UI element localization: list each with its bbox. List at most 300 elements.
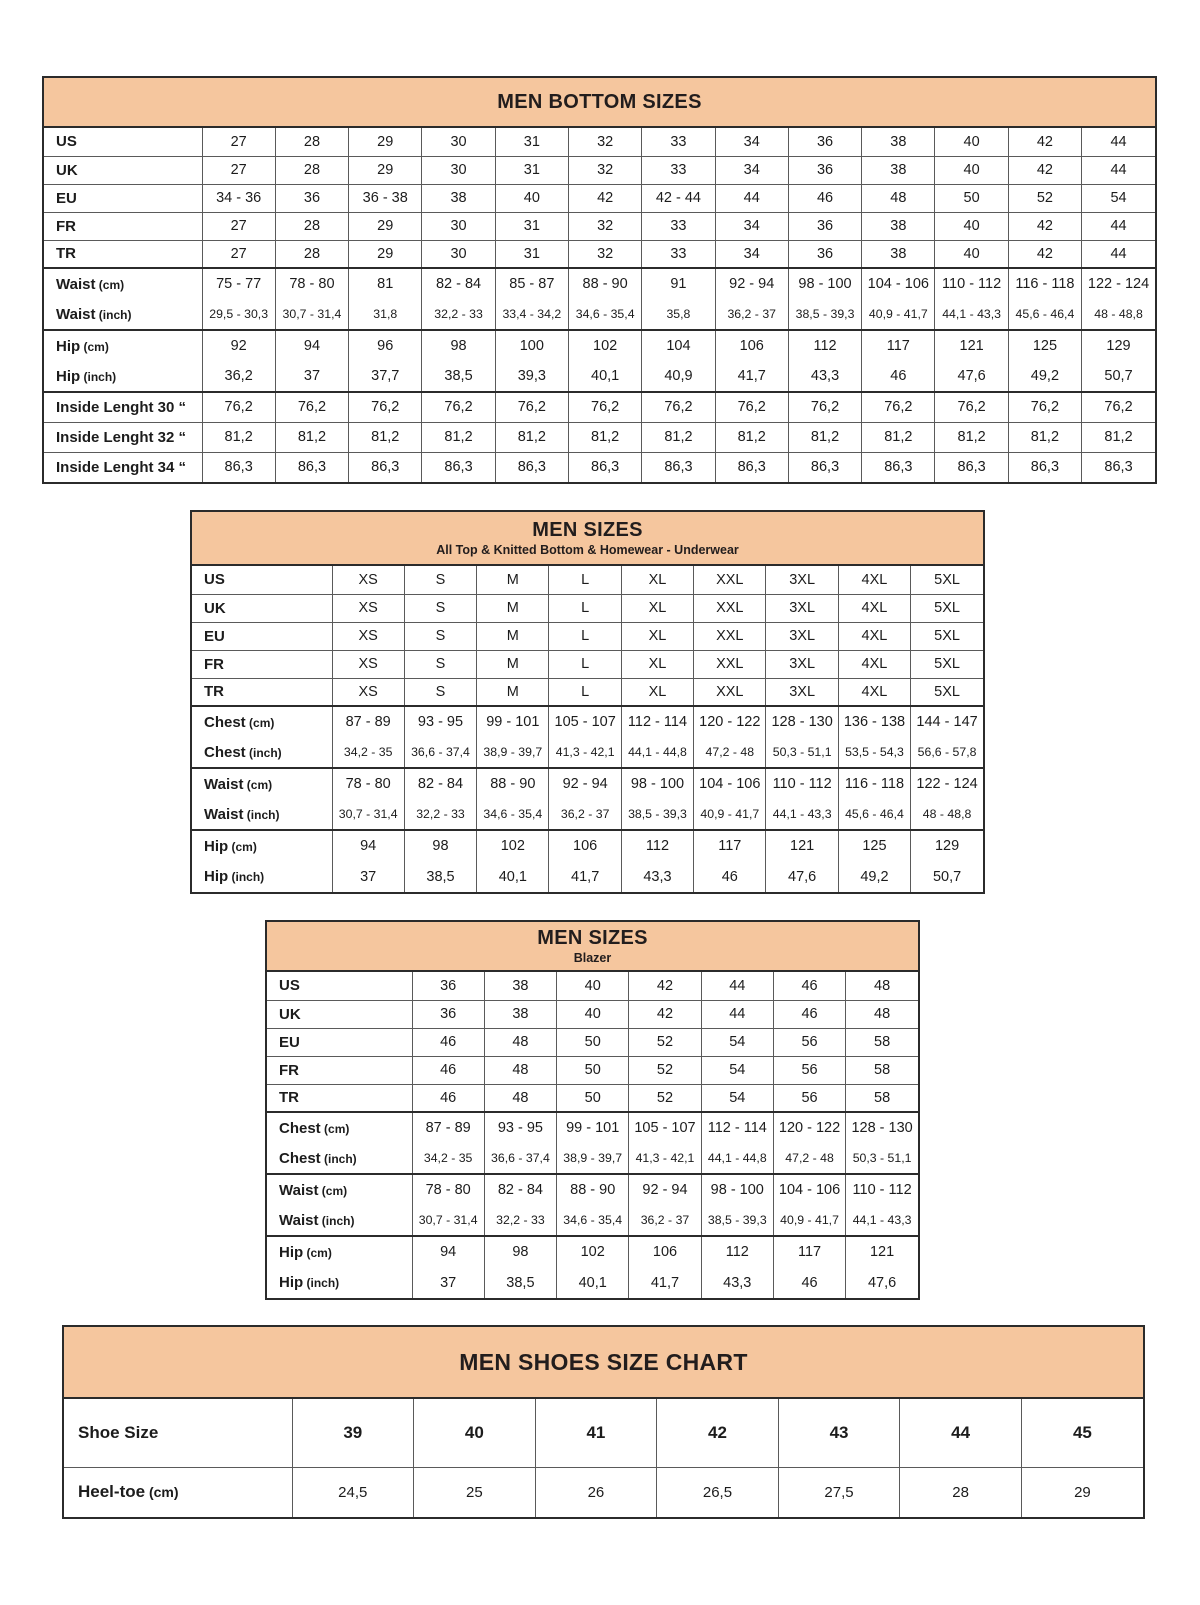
size-cell: 98 — [484, 1236, 556, 1267]
table-row — [44, 212, 1155, 240]
row-label: Hip (cm) — [44, 330, 202, 361]
size-cell: 44,1 - 43,3 — [846, 1205, 918, 1236]
size-cell: 36,6 - 37,4 — [484, 1143, 556, 1174]
men-shoes-size-chart-table — [62, 1325, 1145, 1519]
row-label: FR — [44, 212, 202, 240]
size-cell: 3XL — [766, 650, 838, 678]
size-cell: 32 — [568, 212, 641, 240]
size-cell: 105 - 107 — [549, 706, 621, 737]
size-cell: 47,6 — [846, 1267, 918, 1298]
size-cell: 50,3 - 51,1 — [846, 1143, 918, 1174]
size-cell: 48 - 48,8 — [1082, 299, 1155, 330]
size-cell: 82 - 84 — [484, 1174, 556, 1205]
size-cell: 94 — [332, 830, 404, 861]
size-cell: S — [404, 678, 476, 706]
size-cell: 48 — [862, 184, 935, 212]
size-cell: 38,9 - 39,7 — [557, 1143, 629, 1174]
size-cell: 42 — [629, 972, 701, 1000]
size-grid — [44, 128, 1155, 482]
size-cell: 30 — [422, 128, 495, 156]
row-label: Hip (cm) — [192, 830, 332, 861]
size-cell: 44,1 - 44,8 — [621, 737, 693, 768]
size-cell: 34,6 - 35,4 — [477, 799, 549, 830]
size-cell: 33 — [642, 240, 715, 268]
size-cell: 112 - 114 — [621, 706, 693, 737]
size-cell: 86,3 — [1082, 452, 1155, 482]
size-cell: 3XL — [766, 566, 838, 594]
size-cell: 122 - 124 — [911, 768, 983, 799]
size-cell: 112 — [621, 830, 693, 861]
size-cell: 38,5 - 39,3 — [701, 1205, 773, 1236]
size-cell: 32 — [568, 156, 641, 184]
size-cell: 102 — [568, 330, 641, 361]
size-cell: 128 - 130 — [766, 706, 838, 737]
size-cell: 32,2 - 33 — [422, 299, 495, 330]
size-cell: 125 — [838, 830, 910, 861]
size-cell: 47,6 — [766, 861, 838, 892]
row-label: Hip (inch) — [56, 367, 117, 385]
size-cell: 87 - 89 — [332, 706, 404, 737]
size-cell: 81,2 — [275, 422, 348, 452]
row-label: UK — [44, 156, 202, 184]
size-cell: 92 - 94 — [629, 1174, 701, 1205]
size-cell: 98 - 100 — [621, 768, 693, 799]
row-label: Heel-toe (cm) — [64, 1467, 292, 1517]
table-row — [192, 706, 983, 737]
size-cell: XS — [332, 678, 404, 706]
men-sizes-blazer-table — [265, 920, 920, 1300]
size-cell: 78 - 80 — [332, 768, 404, 799]
size-cell: 112 - 114 — [701, 1112, 773, 1143]
size-cell: 34 — [715, 212, 788, 240]
size-cell: 120 - 122 — [773, 1112, 845, 1143]
size-cell: 38,5 — [422, 361, 495, 392]
size-cell: 46 — [412, 1056, 484, 1084]
size-cell: 3XL — [766, 622, 838, 650]
table-row — [44, 392, 1155, 422]
size-cell: 45 — [1021, 1399, 1143, 1467]
size-cell: 50 — [557, 1056, 629, 1084]
size-cell: 106 — [715, 330, 788, 361]
size-cell: 94 — [412, 1236, 484, 1267]
row-label: Hip (cm) — [267, 1236, 412, 1267]
table-subtitle: Blazer — [573, 951, 612, 965]
size-cell: 58 — [846, 1056, 918, 1084]
size-cell: 42 — [657, 1399, 779, 1467]
size-cell: 32,2 - 33 — [404, 799, 476, 830]
size-cell: 28 — [900, 1467, 1022, 1517]
row-label: US — [204, 571, 225, 589]
size-cell: 36,2 - 37 — [715, 299, 788, 330]
size-cell: 86,3 — [715, 452, 788, 482]
size-cell: 40 — [935, 212, 1008, 240]
size-cell: 38,5 - 39,3 — [788, 299, 861, 330]
row-label: EU — [192, 622, 332, 650]
size-cell: 86,3 — [642, 452, 715, 482]
size-cell: 86,3 — [935, 452, 1008, 482]
table-row — [192, 650, 983, 678]
table-row — [267, 1084, 918, 1112]
size-cell: 136 - 138 — [838, 706, 910, 737]
size-cell: 50,3 - 51,1 — [766, 737, 838, 768]
size-cell: 42 — [1008, 240, 1081, 268]
size-cell: 3XL — [766, 594, 838, 622]
size-cell: 110 - 112 — [935, 268, 1008, 299]
size-cell: 78 - 80 — [412, 1174, 484, 1205]
size-cell: 28 — [275, 240, 348, 268]
size-cell: 40 — [935, 156, 1008, 184]
size-cell: 26,5 — [657, 1467, 779, 1517]
size-cell: 44,1 - 43,3 — [935, 299, 1008, 330]
size-cell: 29 — [349, 156, 422, 184]
table-title: MEN SIZES — [537, 927, 648, 949]
size-cell: 121 — [846, 1236, 918, 1267]
table-row — [44, 422, 1155, 452]
size-cell: 36 — [788, 240, 861, 268]
size-cell: 75 - 77 — [202, 268, 275, 299]
row-label: Waist (cm) — [267, 1174, 412, 1205]
size-cell: 40,1 — [557, 1267, 629, 1298]
row-label: Inside Lenght 34 “ — [44, 452, 202, 482]
size-cell: 116 - 118 — [838, 768, 910, 799]
size-cell: 54 — [701, 1056, 773, 1084]
size-cell: 76,2 — [349, 392, 422, 422]
size-cell: 31,8 — [349, 299, 422, 330]
size-cell: 29 — [349, 240, 422, 268]
size-cell: 106 — [549, 830, 621, 861]
size-cell: M — [477, 650, 549, 678]
size-cell: 54 — [1082, 184, 1155, 212]
size-cell: 38 — [862, 240, 935, 268]
row-label: Hip (inch) — [279, 1274, 340, 1291]
size-cell: 40 — [495, 184, 568, 212]
size-cell: 41,7 — [549, 861, 621, 892]
size-cell: 116 - 118 — [1008, 268, 1081, 299]
size-cell: 46 — [862, 361, 935, 392]
size-cell: 31 — [495, 156, 568, 184]
size-cell: 40,9 - 41,7 — [773, 1205, 845, 1236]
size-cell: L — [549, 622, 621, 650]
size-cell: 93 - 95 — [484, 1112, 556, 1143]
size-cell: 46 — [412, 1028, 484, 1056]
size-cell: 46 — [773, 972, 845, 1000]
size-cell: 44,1 - 43,3 — [766, 799, 838, 830]
size-cell: XS — [332, 566, 404, 594]
size-cell: 52 — [629, 1028, 701, 1056]
size-cell: 38 — [862, 212, 935, 240]
size-cell: 42 — [568, 184, 641, 212]
size-cell: 92 — [202, 330, 275, 361]
table-row — [192, 799, 983, 830]
size-cell: 44 — [1082, 240, 1155, 268]
size-cell: 81,2 — [862, 422, 935, 452]
size-cell: 29 — [349, 212, 422, 240]
size-cell: 86,3 — [202, 452, 275, 482]
size-cell: 50,7 — [1082, 361, 1155, 392]
size-cell: 98 - 100 — [788, 268, 861, 299]
row-label: Chest (cm) — [192, 706, 332, 737]
size-cell: 50 — [557, 1084, 629, 1112]
size-cell: 36,2 - 37 — [629, 1205, 701, 1236]
size-cell: 27 — [202, 128, 275, 156]
size-cell: 29,5 - 30,3 — [202, 299, 275, 330]
size-cell: 81,2 — [202, 422, 275, 452]
size-cell: 39 — [292, 1399, 414, 1467]
size-cell: 99 - 101 — [557, 1112, 629, 1143]
size-cell: 41,3 - 42,1 — [549, 737, 621, 768]
size-cell: 41 — [535, 1399, 657, 1467]
size-cell: 29 — [349, 128, 422, 156]
size-cell: 4XL — [838, 594, 910, 622]
size-cell: XL — [621, 650, 693, 678]
size-cell: 44 — [1082, 128, 1155, 156]
size-cell: 86,3 — [1008, 452, 1081, 482]
size-cell: 56 — [773, 1084, 845, 1112]
size-cell: 81,2 — [568, 422, 641, 452]
size-cell: 43,3 — [788, 361, 861, 392]
table-row — [192, 622, 983, 650]
size-cell: 39,3 — [495, 361, 568, 392]
size-cell: 50 — [557, 1028, 629, 1056]
size-cell: 37 — [332, 861, 404, 892]
size-cell: 49,2 — [1008, 361, 1081, 392]
size-cell: 48 — [846, 972, 918, 1000]
size-cell: 98 — [404, 830, 476, 861]
size-cell: XL — [621, 622, 693, 650]
size-cell: 86,3 — [349, 452, 422, 482]
size-cell: 46 — [788, 184, 861, 212]
size-cell: 104 - 106 — [694, 768, 766, 799]
row-label: Waist (inch) — [204, 805, 280, 823]
size-cell: 76,2 — [935, 392, 1008, 422]
size-cell: 81,2 — [1008, 422, 1081, 452]
size-cell: 47,2 - 48 — [773, 1143, 845, 1174]
size-cell: 38 — [862, 128, 935, 156]
size-cell: 27 — [202, 240, 275, 268]
size-cell: 92 - 94 — [549, 768, 621, 799]
size-cell: 41,3 - 42,1 — [629, 1143, 701, 1174]
size-cell: 5XL — [911, 594, 983, 622]
size-cell: 27 — [202, 156, 275, 184]
men-bottom-sizes-table — [42, 76, 1157, 484]
size-cell: L — [549, 678, 621, 706]
size-cell: 30,7 - 31,4 — [332, 799, 404, 830]
size-cell: 76,2 — [422, 392, 495, 422]
size-cell: 36 — [275, 184, 348, 212]
size-cell: 36 — [788, 212, 861, 240]
size-cell: 48 — [484, 1084, 556, 1112]
row-label: Chest (inch) — [279, 1149, 357, 1167]
size-cell: S — [404, 594, 476, 622]
table-row — [192, 566, 983, 594]
size-cell: 36,6 - 37,4 — [404, 737, 476, 768]
size-cell: 50 — [935, 184, 1008, 212]
size-cell: 88 - 90 — [568, 268, 641, 299]
size-cell: 76,2 — [788, 392, 861, 422]
table-subtitle: All Top & Knitted Bottom & Homewear - Underwear — [436, 543, 739, 557]
size-cell: 35,8 — [642, 299, 715, 330]
size-cell: 54 — [701, 1084, 773, 1112]
table-row — [44, 184, 1155, 212]
size-cell: 33,4 - 34,2 — [495, 299, 568, 330]
size-cell: 38 — [484, 972, 556, 1000]
size-cell: XL — [621, 594, 693, 622]
size-grid — [192, 566, 983, 892]
size-cell: 86,3 — [422, 452, 495, 482]
size-cell: 94 — [275, 330, 348, 361]
size-cell: 85 - 87 — [495, 268, 568, 299]
size-cell: XXL — [694, 594, 766, 622]
size-cell: 33 — [642, 212, 715, 240]
size-cell: 46 — [773, 1267, 845, 1298]
table-row — [192, 594, 983, 622]
size-cell: 29 — [1021, 1467, 1143, 1517]
row-label: Hip (inch) — [204, 868, 265, 885]
row-label: UK — [267, 1000, 412, 1028]
table-row — [267, 972, 918, 1000]
size-cell: 81,2 — [642, 422, 715, 452]
size-cell: XXL — [694, 678, 766, 706]
table-row — [267, 1267, 918, 1298]
table-row — [192, 830, 983, 861]
size-cell: M — [477, 678, 549, 706]
size-cell: 30 — [422, 212, 495, 240]
size-cell: 42 — [1008, 128, 1081, 156]
size-cell: 81,2 — [495, 422, 568, 452]
size-cell: 49,2 — [838, 861, 910, 892]
size-cell: 36,2 — [202, 361, 275, 392]
size-cell: 86,3 — [862, 452, 935, 482]
size-cell: 31 — [495, 240, 568, 268]
size-cell: 42 — [1008, 212, 1081, 240]
size-cell: 34 — [715, 156, 788, 184]
table-row — [192, 861, 983, 892]
table-row — [192, 678, 983, 706]
size-cell: 36 - 38 — [349, 184, 422, 212]
size-cell: 81,2 — [788, 422, 861, 452]
size-cell: 106 — [629, 1236, 701, 1267]
row-label: Inside Lenght 32 “ — [44, 422, 202, 452]
size-cell: 5XL — [911, 678, 983, 706]
size-cell: 44 — [1082, 156, 1155, 184]
size-cell: 144 - 147 — [911, 706, 983, 737]
row-label: Waist (cm) — [44, 268, 202, 299]
table-row — [44, 128, 1155, 156]
table-header — [44, 78, 1155, 128]
table-row — [267, 1028, 918, 1056]
size-cell: 34 - 36 — [202, 184, 275, 212]
size-cell: 110 - 112 — [766, 768, 838, 799]
size-cell: 86,3 — [495, 452, 568, 482]
size-cell: 40,1 — [568, 361, 641, 392]
size-cell: 98 — [422, 330, 495, 361]
size-cell: 45,6 - 46,4 — [838, 799, 910, 830]
size-cell: 100 — [495, 330, 568, 361]
size-cell: 40,9 — [642, 361, 715, 392]
size-cell: 48 — [484, 1056, 556, 1084]
size-cell: M — [477, 594, 549, 622]
table-row — [267, 1000, 918, 1028]
size-cell: 48 - 48,8 — [911, 799, 983, 830]
size-cell: 78 - 80 — [275, 268, 348, 299]
size-cell: XL — [621, 678, 693, 706]
size-cell: 3XL — [766, 678, 838, 706]
row-label: TR — [267, 1084, 412, 1112]
table-row — [267, 1112, 918, 1143]
size-cell: 81,2 — [422, 422, 495, 452]
size-cell: 76,2 — [275, 392, 348, 422]
size-cell: 76,2 — [202, 392, 275, 422]
size-cell: 38,5 — [404, 861, 476, 892]
table-row — [44, 330, 1155, 361]
size-cell: 36 — [788, 156, 861, 184]
size-cell: 58 — [846, 1084, 918, 1112]
size-cell: 112 — [701, 1236, 773, 1267]
size-cell: 38,5 — [484, 1267, 556, 1298]
size-cell: 104 - 106 — [773, 1174, 845, 1205]
size-cell: XL — [621, 566, 693, 594]
size-cell: 86,3 — [275, 452, 348, 482]
size-cell: L — [549, 594, 621, 622]
size-cell: 30 — [422, 156, 495, 184]
size-cell: 40 — [935, 128, 1008, 156]
size-cell: 26 — [535, 1467, 657, 1517]
size-cell: 48 — [484, 1028, 556, 1056]
row-label: Waist (cm) — [192, 768, 332, 799]
size-cell: 82 - 84 — [404, 768, 476, 799]
size-cell: XS — [332, 650, 404, 678]
size-cell: 52 — [1008, 184, 1081, 212]
size-cell: 38 — [862, 156, 935, 184]
size-cell: 34 — [715, 240, 788, 268]
table-row — [267, 1174, 918, 1205]
table-row — [267, 1205, 918, 1236]
size-cell: S — [404, 622, 476, 650]
size-cell: 30,7 - 31,4 — [275, 299, 348, 330]
size-cell: 28 — [275, 128, 348, 156]
row-label: Inside Lenght 30 “ — [44, 392, 202, 422]
size-cell: 45,6 - 46,4 — [1008, 299, 1081, 330]
size-cell: 46 — [694, 861, 766, 892]
table-row — [267, 1143, 918, 1174]
size-cell: 86,3 — [788, 452, 861, 482]
size-cell: 93 - 95 — [404, 706, 476, 737]
size-cell: 40 — [935, 240, 1008, 268]
row-label: Shoe Size — [78, 1422, 159, 1442]
size-cell: 128 - 130 — [846, 1112, 918, 1143]
size-cell: 56 — [773, 1056, 845, 1084]
size-cell: 104 - 106 — [862, 268, 935, 299]
size-cell: 81,2 — [349, 422, 422, 452]
size-cell: 38,9 - 39,7 — [477, 737, 549, 768]
men-sizes-top-table — [190, 510, 985, 894]
size-cell: 36 — [412, 972, 484, 1000]
size-cell: 121 — [935, 330, 1008, 361]
size-cell: 30,7 - 31,4 — [412, 1205, 484, 1236]
size-cell: 36 — [788, 128, 861, 156]
size-cell: 102 — [477, 830, 549, 861]
size-cell: 27 — [202, 212, 275, 240]
size-cell: 37 — [275, 361, 348, 392]
table-title: MEN SIZES — [532, 519, 643, 541]
size-cell: 44 — [701, 972, 773, 1000]
size-cell: 87 - 89 — [412, 1112, 484, 1143]
size-cell: 76,2 — [1082, 392, 1155, 422]
table-title: MEN SHOES SIZE CHART — [459, 1348, 748, 1375]
size-cell: XXL — [694, 566, 766, 594]
size-cell: 32,2 - 33 — [484, 1205, 556, 1236]
table-row — [44, 299, 1155, 330]
